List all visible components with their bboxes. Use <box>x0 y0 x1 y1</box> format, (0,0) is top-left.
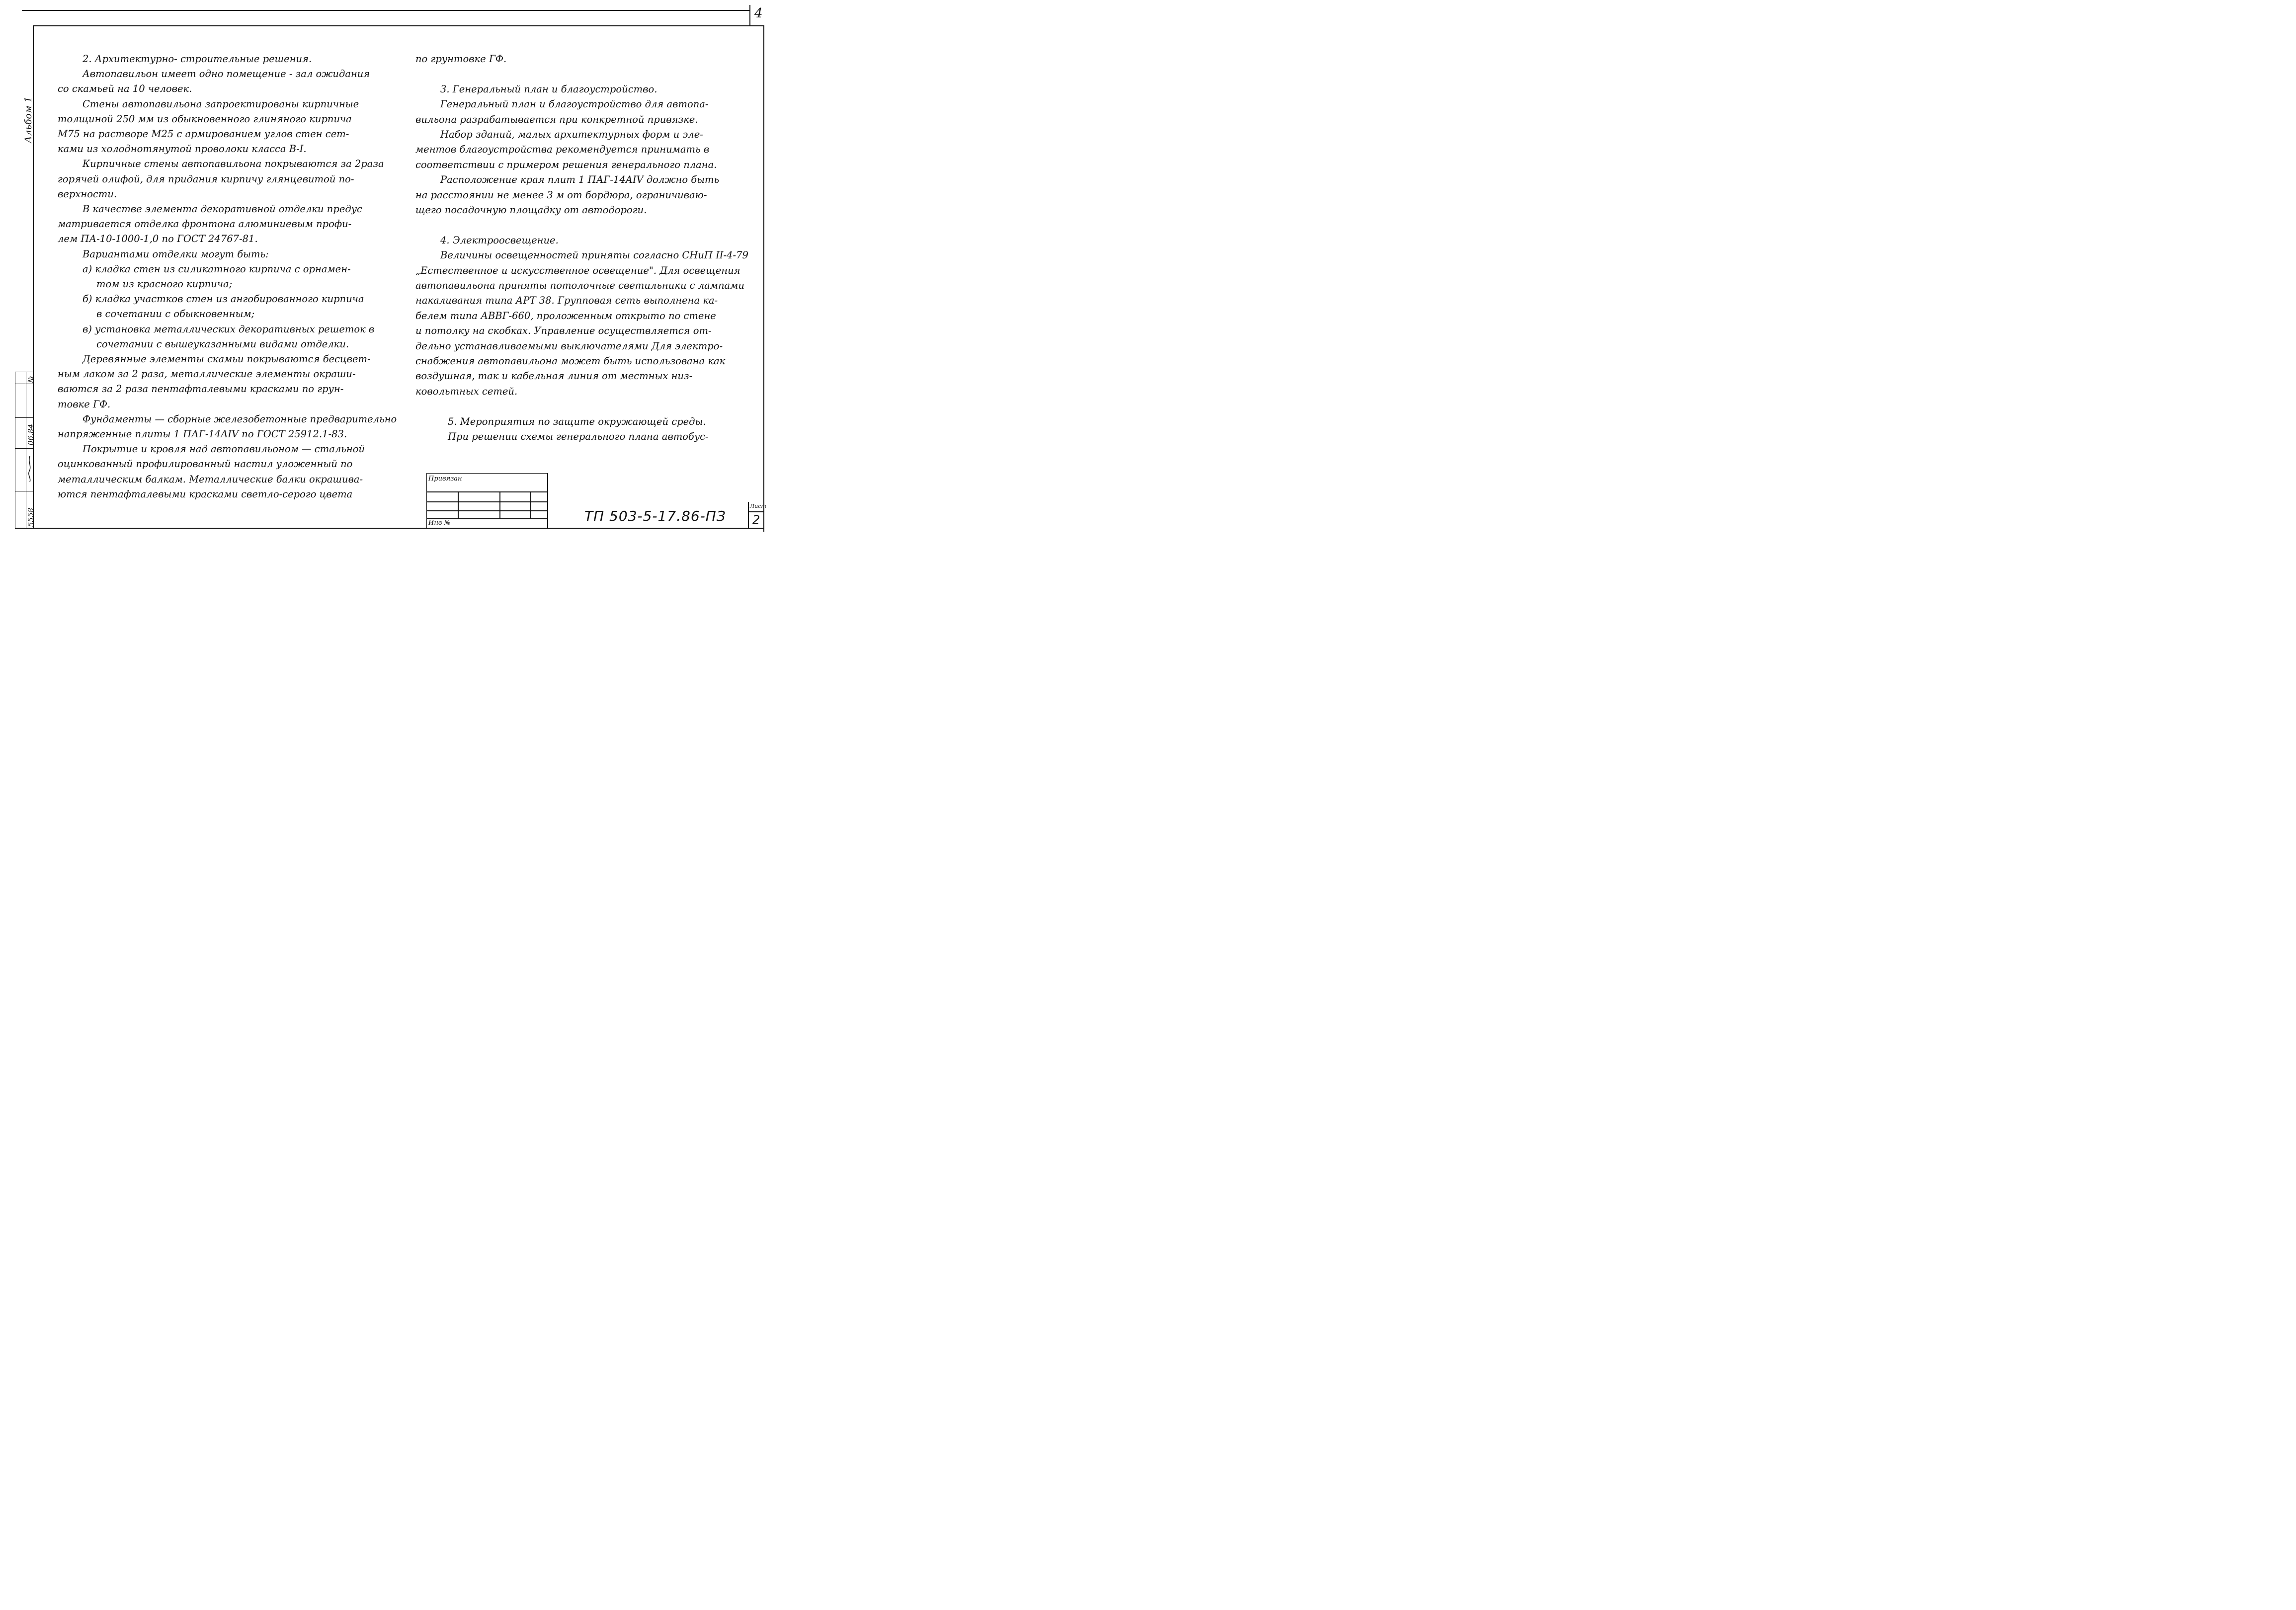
text-line: том из красного кирпича; <box>96 278 233 290</box>
text-line: оцинкованный профилированный настил уложенный по <box>58 458 353 470</box>
text-line: 5. Мероприятия по защите окружающей среды. <box>448 415 706 427</box>
text-line: 2. Архитектурно- строительные решения. <box>82 53 312 65</box>
text-line: соответствии с примером решения генерального плана. <box>415 159 717 170</box>
text-line: Набор зданий, малых архитектурных форм и эле- <box>440 129 703 140</box>
text-line: снабжения автопавильона может быть использована как <box>415 355 726 367</box>
text-line: а) кладка стен из силикатного кирпича с орнамен- <box>82 263 351 275</box>
frame-right-line <box>763 25 764 532</box>
document-designation: ТП 503-5-17.86-ПЗ <box>584 508 726 524</box>
text-line: и потолку на скобках. Управление осуществляется от- <box>415 325 712 337</box>
text-line: 4. Электроосвещение. <box>440 234 559 246</box>
text-line: Расположение края плит 1 ПАГ-14AIV должно быть <box>440 174 720 186</box>
left-strip-hline-3 <box>15 417 33 418</box>
drawing-sheet <box>0 0 765 537</box>
text-line: ются пентафталевыми красками светло-серого цвета <box>58 488 353 500</box>
text-line: ками из холоднотянутой проволоки класса В-I. <box>58 143 307 155</box>
sheet-number: 2 <box>752 513 761 527</box>
text-line: ментов благоустройства рекомендуется принимать в <box>415 144 710 156</box>
text-line: Деревянные элементы скамьи покрываются бесцвет- <box>82 353 371 365</box>
text-line: Генеральный план и благоустройство для автопа- <box>440 98 709 110</box>
left-strip-date: 06.84 <box>26 424 35 445</box>
text-line: При решении схемы генерального плана автобус- <box>448 431 709 442</box>
text-line: верхности. <box>58 188 117 200</box>
stamp-block <box>426 473 764 528</box>
left-strip-signature <box>27 455 32 483</box>
text-line: Кирпичные стены автопавильона покрываются за 2раза <box>82 158 384 170</box>
left-strip-hline-4 <box>15 448 33 449</box>
text-line: М75 на растворе М25 с армированием углов стен сет- <box>58 128 349 140</box>
top-border-line <box>22 10 750 11</box>
text-line: металлическим балкам. Металлические балки окрашива- <box>58 473 363 485</box>
sheet-label: Лист <box>750 503 766 509</box>
text-line: ным лаком за 2 раза, металлические элементы окраши- <box>58 368 356 380</box>
corner-page-number: 4 <box>754 6 763 21</box>
text-line: „Естественное и искусственное освещение". Для освещения <box>415 264 740 276</box>
text-line: по грунтовке ГФ. <box>415 53 507 65</box>
text-line: б) кладка участков стен из ангобированного кирпича <box>82 293 364 305</box>
stamp-inv-label: Инв № <box>428 519 450 527</box>
text-line: Автопавильон имеет одно помещение - зал ожидания <box>82 68 370 80</box>
text-line: толщиной 250 мм из обыкновенного глиняного кирпича <box>58 113 352 125</box>
text-line: товке ГФ. <box>58 398 111 410</box>
text-line: щего посадочную площадку от автодороги. <box>415 204 647 216</box>
text-line: Фундаменты — сборные железобетонные предварительно <box>82 413 397 425</box>
text-line: Покрытие и кровля над автопавильоном — стальной <box>82 443 365 455</box>
corner-box-left <box>749 5 750 26</box>
text-line: Стены автопавильона запроектированы кирпичные <box>82 98 359 110</box>
text-line: горячей олифой, для придания кирпичу глянцевитой по- <box>58 173 354 185</box>
left-strip-no-label: № <box>27 376 35 383</box>
text-line: дельно устанавливаемыми выключателями Для электро- <box>415 340 723 352</box>
text-line: вильона разрабатывается при конкретной привязке. <box>415 113 698 125</box>
text-line: сочетании с вышеуказанными видами отделки. <box>96 338 349 350</box>
text-line: матривается отделка фронтона алюминиевым профи- <box>58 218 352 230</box>
text-line: в) установка металлических декоративных решеток в <box>82 323 375 335</box>
text-line: воздушная, так и кабельная линия от местных низ- <box>415 370 693 382</box>
text-line: В качестве элемента декоративной отделки предус <box>82 203 362 215</box>
album-label: Альбом 1 <box>23 96 34 143</box>
stamp-bound-label: Привязан <box>428 475 462 483</box>
text-line: ковольтных сетей. <box>415 385 518 397</box>
left-strip-number: 5558 <box>26 507 35 527</box>
text-line: Вариантами отделки могут быть: <box>82 248 269 260</box>
text-line: напряженные плиты 1 ПАГ-14AIV по ГОСТ 25912.1-83. <box>58 428 347 440</box>
text-line: 3. Генеральный план и благоустройство. <box>440 83 657 95</box>
text-line: Величины освещенностей приняты согласно СНиП II-4-79 <box>440 249 748 261</box>
text-line: белем типа АВВГ-660, проложенным открыто по стене <box>415 310 716 322</box>
text-line: накаливания типа АРТ 38. Групповая сеть выполнена ка- <box>415 295 718 307</box>
text-line: со скамьей на 10 человек. <box>58 83 192 95</box>
frame-top-line <box>33 25 764 26</box>
text-line: в сочетании с обыкновенным; <box>96 308 255 320</box>
text-line: на расстоянии не менее 3 м от бордюра, ограничиваю- <box>415 189 707 201</box>
text-line: ваются за 2 раза пентафталевыми красками по грун- <box>58 383 344 395</box>
text-line: лем ПА-10-1000-1,0 по ГОСТ 24767-81. <box>58 233 258 245</box>
text-line: автопавильона приняты потолочные светильники с лампами <box>415 280 744 291</box>
